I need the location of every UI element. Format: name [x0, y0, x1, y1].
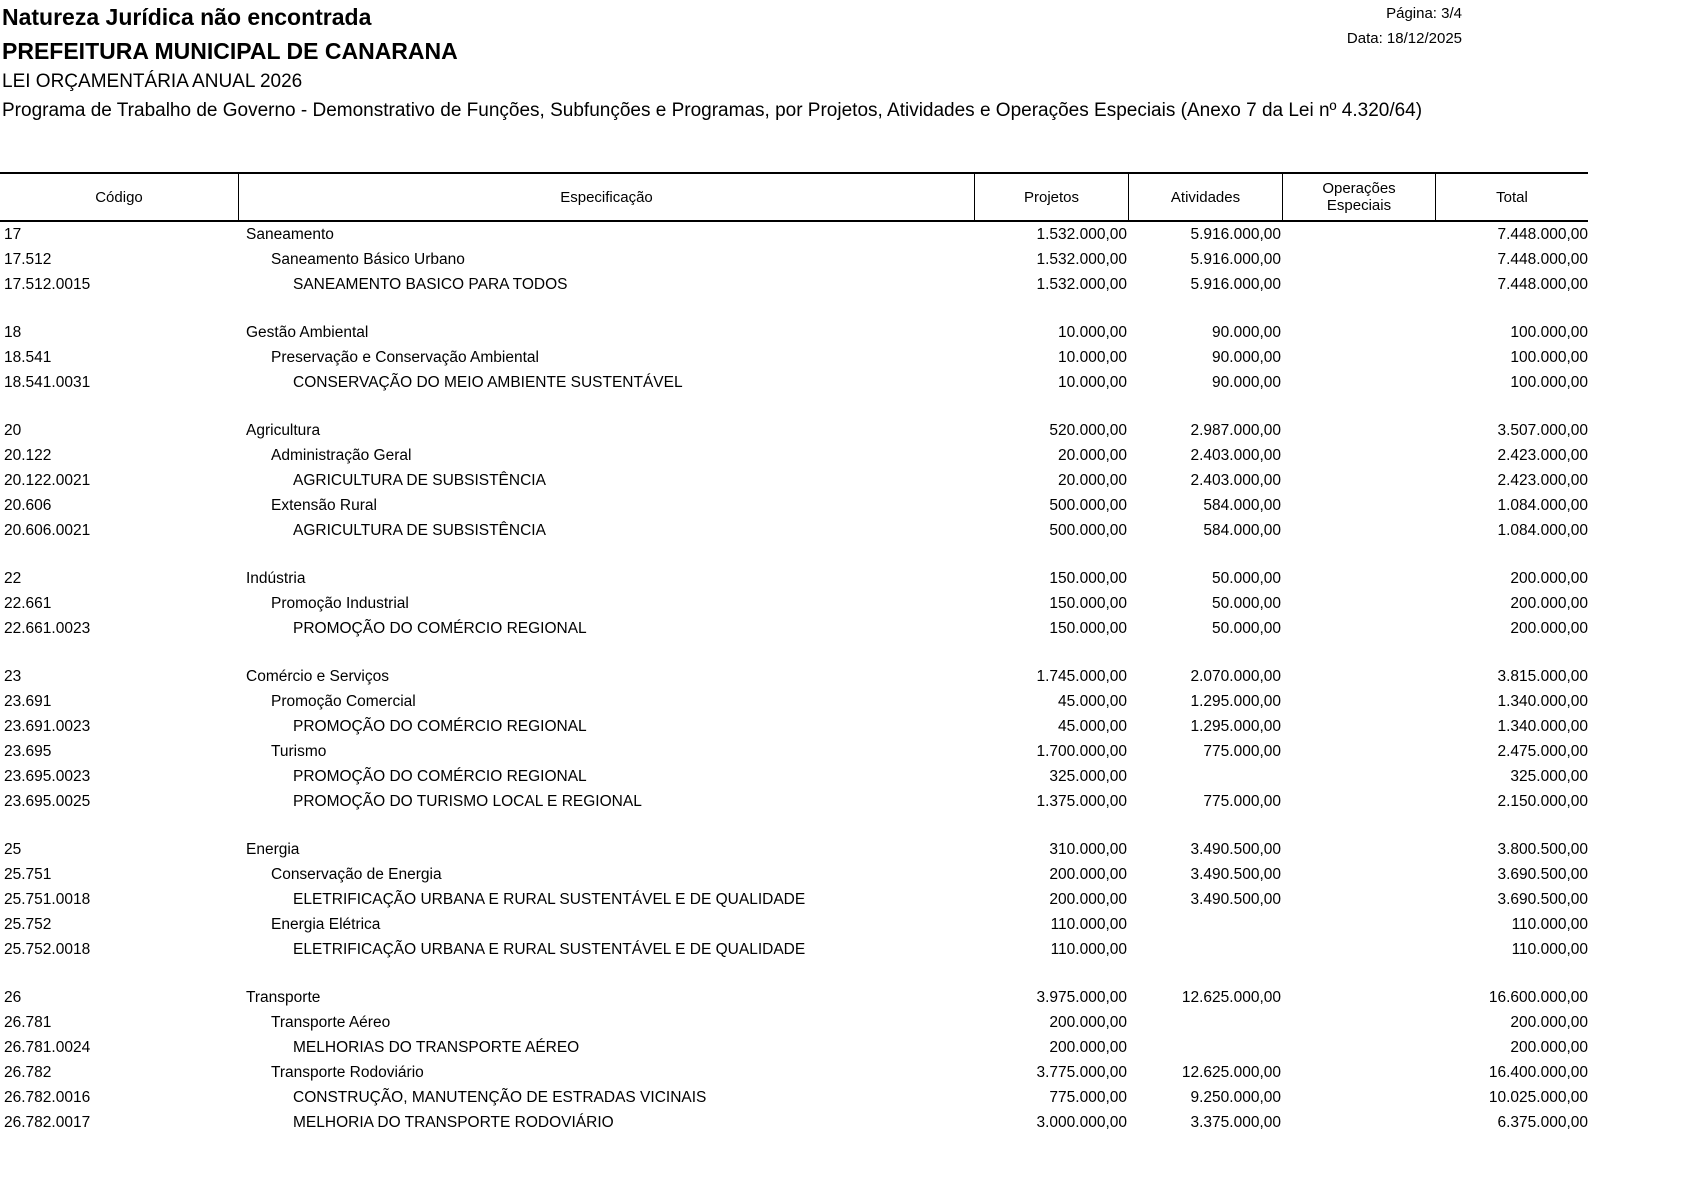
table-row [0, 1036, 1588, 1061]
row-code: 17 [4, 226, 22, 243]
row-projetos: 200.000,00 [1049, 891, 1127, 908]
row-specification: ELETRIFICAÇÃO URBANA E RURAL SUSTENTÁVEL E DE QUALIDADE [293, 891, 806, 908]
row-code: 26 [4, 989, 22, 1006]
page-number: Página: 3/4 [1386, 5, 1462, 22]
table-row [0, 567, 1588, 592]
row-code: 26.782.0016 [4, 1089, 91, 1106]
row-specification: PROMOÇÃO DO COMÉRCIO REGIONAL [293, 620, 587, 637]
row-total: 6.375.000,00 [1497, 1114, 1588, 1131]
row-total: 7.448.000,00 [1497, 276, 1588, 293]
row-atividades: 50.000,00 [1212, 570, 1281, 587]
row-total: 100.000,00 [1510, 349, 1588, 366]
row-code: 17.512 [4, 251, 52, 268]
row-total: 100.000,00 [1510, 374, 1588, 391]
row-total: 200.000,00 [1510, 620, 1588, 637]
row-code: 23.695.0023 [4, 768, 91, 785]
row-projetos: 1.745.000,00 [1036, 668, 1127, 685]
row-projetos: 20.000,00 [1058, 447, 1127, 464]
row-atividades: 3.490.500,00 [1190, 891, 1281, 908]
row-specification: PROMOÇÃO DO TURISMO LOCAL E REGIONAL [293, 793, 642, 810]
row-specification: Extensão Rural [271, 497, 377, 514]
row-specification: Energia [246, 841, 300, 858]
row-code: 20.122 [4, 447, 52, 464]
row-specification: Saneamento Básico Urbano [271, 251, 465, 268]
row-total: 7.448.000,00 [1497, 226, 1588, 243]
row-code: 18.541 [4, 349, 52, 366]
row-code: 23 [4, 668, 22, 685]
row-total: 325.000,00 [1510, 768, 1588, 785]
row-code: 25 [4, 841, 22, 858]
row-total: 1.340.000,00 [1497, 718, 1588, 735]
table-row [0, 617, 1588, 642]
row-atividades: 5.916.000,00 [1190, 251, 1281, 268]
table-row [0, 248, 1588, 273]
table-row [0, 986, 1588, 1011]
row-specification: CONSTRUÇÃO, MANUTENÇÃO DE ESTRADAS VICINAIS [293, 1089, 707, 1106]
row-total: 100.000,00 [1510, 324, 1588, 341]
col-header-operacoes-line1: Operações [1322, 180, 1396, 197]
row-atividades: 3.490.500,00 [1190, 866, 1281, 883]
table-header [0, 172, 1588, 222]
row-projetos: 10.000,00 [1058, 324, 1127, 341]
table-row [0, 346, 1588, 371]
row-specification: Transporte Aéreo [271, 1014, 391, 1031]
row-atividades: 9.250.000,00 [1190, 1089, 1281, 1106]
row-specification: Administração Geral [271, 447, 412, 464]
row-total: 2.423.000,00 [1497, 447, 1588, 464]
row-specification: Conservação de Energia [271, 866, 442, 883]
row-code: 26.781.0024 [4, 1039, 91, 1056]
row-atividades: 5.916.000,00 [1190, 276, 1281, 293]
row-code: 23.691 [4, 693, 52, 710]
table-row [0, 1111, 1588, 1136]
table-row [0, 790, 1588, 815]
row-atividades: 775.000,00 [1203, 793, 1281, 810]
row-projetos: 10.000,00 [1058, 374, 1127, 391]
row-atividades: 1.295.000,00 [1190, 718, 1281, 735]
row-total: 2.150.000,00 [1497, 793, 1588, 810]
row-projetos: 110.000,00 [1050, 916, 1127, 933]
row-projetos: 1.532.000,00 [1036, 276, 1127, 293]
row-code: 23.695.0025 [4, 793, 91, 810]
table-row [0, 371, 1588, 396]
row-projetos: 150.000,00 [1049, 620, 1127, 637]
table-row [0, 592, 1588, 617]
row-projetos: 520.000,00 [1049, 422, 1127, 439]
row-atividades: 90.000,00 [1212, 349, 1281, 366]
row-projetos: 45.000,00 [1058, 693, 1127, 710]
row-specification: SANEAMENTO BASICO PARA TODOS [293, 276, 568, 293]
row-projetos: 1.375.000,00 [1036, 793, 1127, 810]
row-atividades: 12.625.000,00 [1181, 1064, 1281, 1081]
row-atividades: 50.000,00 [1212, 620, 1281, 637]
col-header-codigo: Código [95, 188, 143, 206]
row-atividades: 50.000,00 [1212, 595, 1281, 612]
row-code: 25.751.0018 [4, 891, 91, 908]
row-code: 20 [4, 422, 22, 439]
row-total: 200.000,00 [1510, 595, 1588, 612]
row-atividades: 2.070.000,00 [1190, 668, 1281, 685]
row-code: 25.751 [4, 866, 52, 883]
report-law-title: LEI ORÇAMENTÁRIA ANUAL 2026 [2, 71, 303, 92]
report-subtitle: Programa de Trabalho de Governo - Demonstrativo de Funções, Subfunções e Programas, por Projetos, Atividades e Operações Especiais (Anexo 7 da Lei nº 4.320/64) [2, 100, 1423, 121]
col-header-total: Total [1496, 188, 1528, 206]
row-total: 200.000,00 [1510, 570, 1588, 587]
col-header-atividades: Atividades [1170, 188, 1241, 206]
table-row [0, 913, 1588, 938]
row-projetos: 45.000,00 [1058, 718, 1127, 735]
row-atividades: 2.403.000,00 [1190, 472, 1281, 489]
col-header-operacoes [1283, 174, 1435, 220]
row-atividades: 3.490.500,00 [1190, 841, 1281, 858]
row-specification: Agricultura [246, 422, 321, 439]
row-projetos: 200.000,00 [1049, 1039, 1127, 1056]
row-specification: Energia Elétrica [271, 916, 381, 933]
row-total: 3.690.500,00 [1497, 891, 1588, 908]
row-projetos: 325.000,00 [1049, 768, 1127, 785]
row-atividades: 2.403.000,00 [1190, 447, 1281, 464]
row-specification: PROMOÇÃO DO COMÉRCIO REGIONAL [293, 718, 587, 735]
row-atividades: 12.625.000,00 [1181, 989, 1281, 1006]
row-projetos: 310.000,00 [1049, 841, 1127, 858]
row-projetos: 3.775.000,00 [1036, 1064, 1127, 1081]
col-header-operacoes-line2: Especiais [1326, 197, 1392, 214]
row-projetos: 1.532.000,00 [1036, 226, 1127, 243]
row-total: 3.690.500,00 [1497, 866, 1588, 883]
row-total: 200.000,00 [1510, 1014, 1588, 1031]
row-specification: Turismo [271, 743, 327, 760]
row-code: 17.512.0015 [4, 276, 91, 293]
table-row [0, 838, 1588, 863]
row-total: 110.000,00 [1511, 916, 1588, 933]
row-code: 26.782.0017 [4, 1114, 91, 1131]
table-row [0, 1011, 1588, 1036]
row-code: 23.691.0023 [4, 718, 91, 735]
row-projetos: 20.000,00 [1058, 472, 1127, 489]
row-total: 200.000,00 [1510, 1039, 1588, 1056]
row-code: 23.695 [4, 743, 52, 760]
table-row [0, 321, 1588, 346]
row-specification: ELETRIFICAÇÃO URBANA E RURAL SUSTENTÁVEL E DE QUALIDADE [293, 941, 806, 958]
row-total: 3.800.500,00 [1497, 841, 1588, 858]
row-total: 3.507.000,00 [1497, 422, 1588, 439]
row-code: 20.606 [4, 497, 52, 514]
row-total: 2.423.000,00 [1497, 472, 1588, 489]
table-row [0, 273, 1588, 298]
row-projetos: 3.975.000,00 [1036, 989, 1127, 1006]
row-code: 25.752.0018 [4, 941, 91, 958]
row-projetos: 500.000,00 [1049, 497, 1127, 514]
row-total: 110.000,00 [1511, 941, 1588, 958]
row-projetos: 110.000,00 [1050, 941, 1127, 958]
row-total: 1.340.000,00 [1497, 693, 1588, 710]
table-row [0, 740, 1588, 765]
report-date: Data: 18/12/2025 [1346, 30, 1462, 47]
row-specification: Preservação e Conservação Ambiental [271, 349, 539, 366]
row-total: 16.600.000,00 [1488, 989, 1588, 1006]
row-code: 18.541.0031 [4, 374, 91, 391]
table-row [0, 1086, 1588, 1111]
row-projetos: 10.000,00 [1058, 349, 1127, 366]
row-atividades: 584.000,00 [1203, 522, 1281, 539]
row-specification: Promoção Comercial [271, 693, 416, 710]
row-specification: AGRICULTURA DE SUBSISTÊNCIA [293, 522, 546, 539]
row-total: 1.084.000,00 [1497, 522, 1588, 539]
row-projetos: 150.000,00 [1049, 570, 1127, 587]
report-organization: PREFEITURA MUNICIPAL DE CANARANA [2, 38, 458, 64]
table-row [0, 494, 1588, 519]
row-specification: Comércio e Serviços [246, 668, 389, 685]
row-projetos: 775.000,00 [1049, 1089, 1127, 1106]
row-code: 22.661 [4, 595, 52, 612]
table-row [0, 419, 1588, 444]
row-code: 22.661.0023 [4, 620, 91, 637]
col-header-projetos: Projetos [1023, 188, 1080, 206]
table-row [0, 1061, 1588, 1086]
row-specification: Transporte Rodoviário [271, 1064, 424, 1081]
row-atividades: 584.000,00 [1203, 497, 1281, 514]
row-specification: PROMOÇÃO DO COMÉRCIO REGIONAL [293, 768, 587, 785]
row-atividades: 5.916.000,00 [1190, 226, 1281, 243]
table-row [0, 938, 1588, 963]
row-total: 16.400.000,00 [1488, 1064, 1588, 1081]
table-row [0, 223, 1588, 248]
row-total: 3.815.000,00 [1497, 668, 1588, 685]
row-atividades: 2.987.000,00 [1190, 422, 1281, 439]
row-code: 26.781 [4, 1014, 52, 1031]
col-header-especificacao: Especificação [560, 188, 653, 206]
row-projetos: 150.000,00 [1049, 595, 1127, 612]
row-code: 20.606.0021 [4, 522, 91, 539]
row-code: 25.752 [4, 916, 52, 933]
table-row [0, 765, 1588, 790]
row-specification: Transporte [246, 989, 321, 1006]
table-row [0, 469, 1588, 494]
row-specification: Saneamento [246, 226, 334, 243]
row-specification: CONSERVAÇÃO DO MEIO AMBIENTE SUSTENTÁVEL [293, 374, 683, 391]
table-row [0, 888, 1588, 913]
row-projetos: 3.000.000,00 [1036, 1114, 1127, 1131]
row-projetos: 200.000,00 [1049, 866, 1127, 883]
row-code: 26.782 [4, 1064, 52, 1081]
table-row [0, 665, 1588, 690]
table-row [0, 444, 1588, 469]
row-atividades: 775.000,00 [1203, 743, 1281, 760]
row-specification: Promoção Industrial [271, 595, 409, 612]
report-entity-status: Natureza Jurídica não encontrada [2, 4, 372, 30]
table-row [0, 715, 1588, 740]
row-code: 20.122.0021 [4, 472, 91, 489]
table-row [0, 519, 1588, 544]
row-total: 2.475.000,00 [1497, 743, 1588, 760]
row-specification: AGRICULTURA DE SUBSISTÊNCIA [293, 472, 546, 489]
row-specification: Indústria [246, 570, 306, 587]
table-row [0, 863, 1588, 888]
row-code: 22 [4, 570, 22, 587]
row-projetos: 200.000,00 [1049, 1014, 1127, 1031]
row-atividades: 3.375.000,00 [1190, 1114, 1281, 1131]
row-atividades: 1.295.000,00 [1190, 693, 1281, 710]
row-projetos: 1.532.000,00 [1036, 251, 1127, 268]
row-atividades: 90.000,00 [1212, 324, 1281, 341]
row-specification: Gestão Ambiental [246, 324, 369, 341]
row-total: 7.448.000,00 [1497, 251, 1588, 268]
row-total: 10.025.000,00 [1488, 1089, 1588, 1106]
row-atividades: 90.000,00 [1212, 374, 1281, 391]
row-specification: MELHORIA DO TRANSPORTE RODOVIÁRIO [293, 1114, 614, 1131]
row-projetos: 500.000,00 [1049, 522, 1127, 539]
budget-table [0, 172, 1588, 1136]
table-row [0, 690, 1588, 715]
table-body [0, 222, 1588, 1136]
row-total: 1.084.000,00 [1497, 497, 1588, 514]
row-code: 18 [4, 324, 22, 341]
row-projetos: 1.700.000,00 [1036, 743, 1127, 760]
row-specification: MELHORIAS DO TRANSPORTE AÉREO [293, 1039, 580, 1056]
